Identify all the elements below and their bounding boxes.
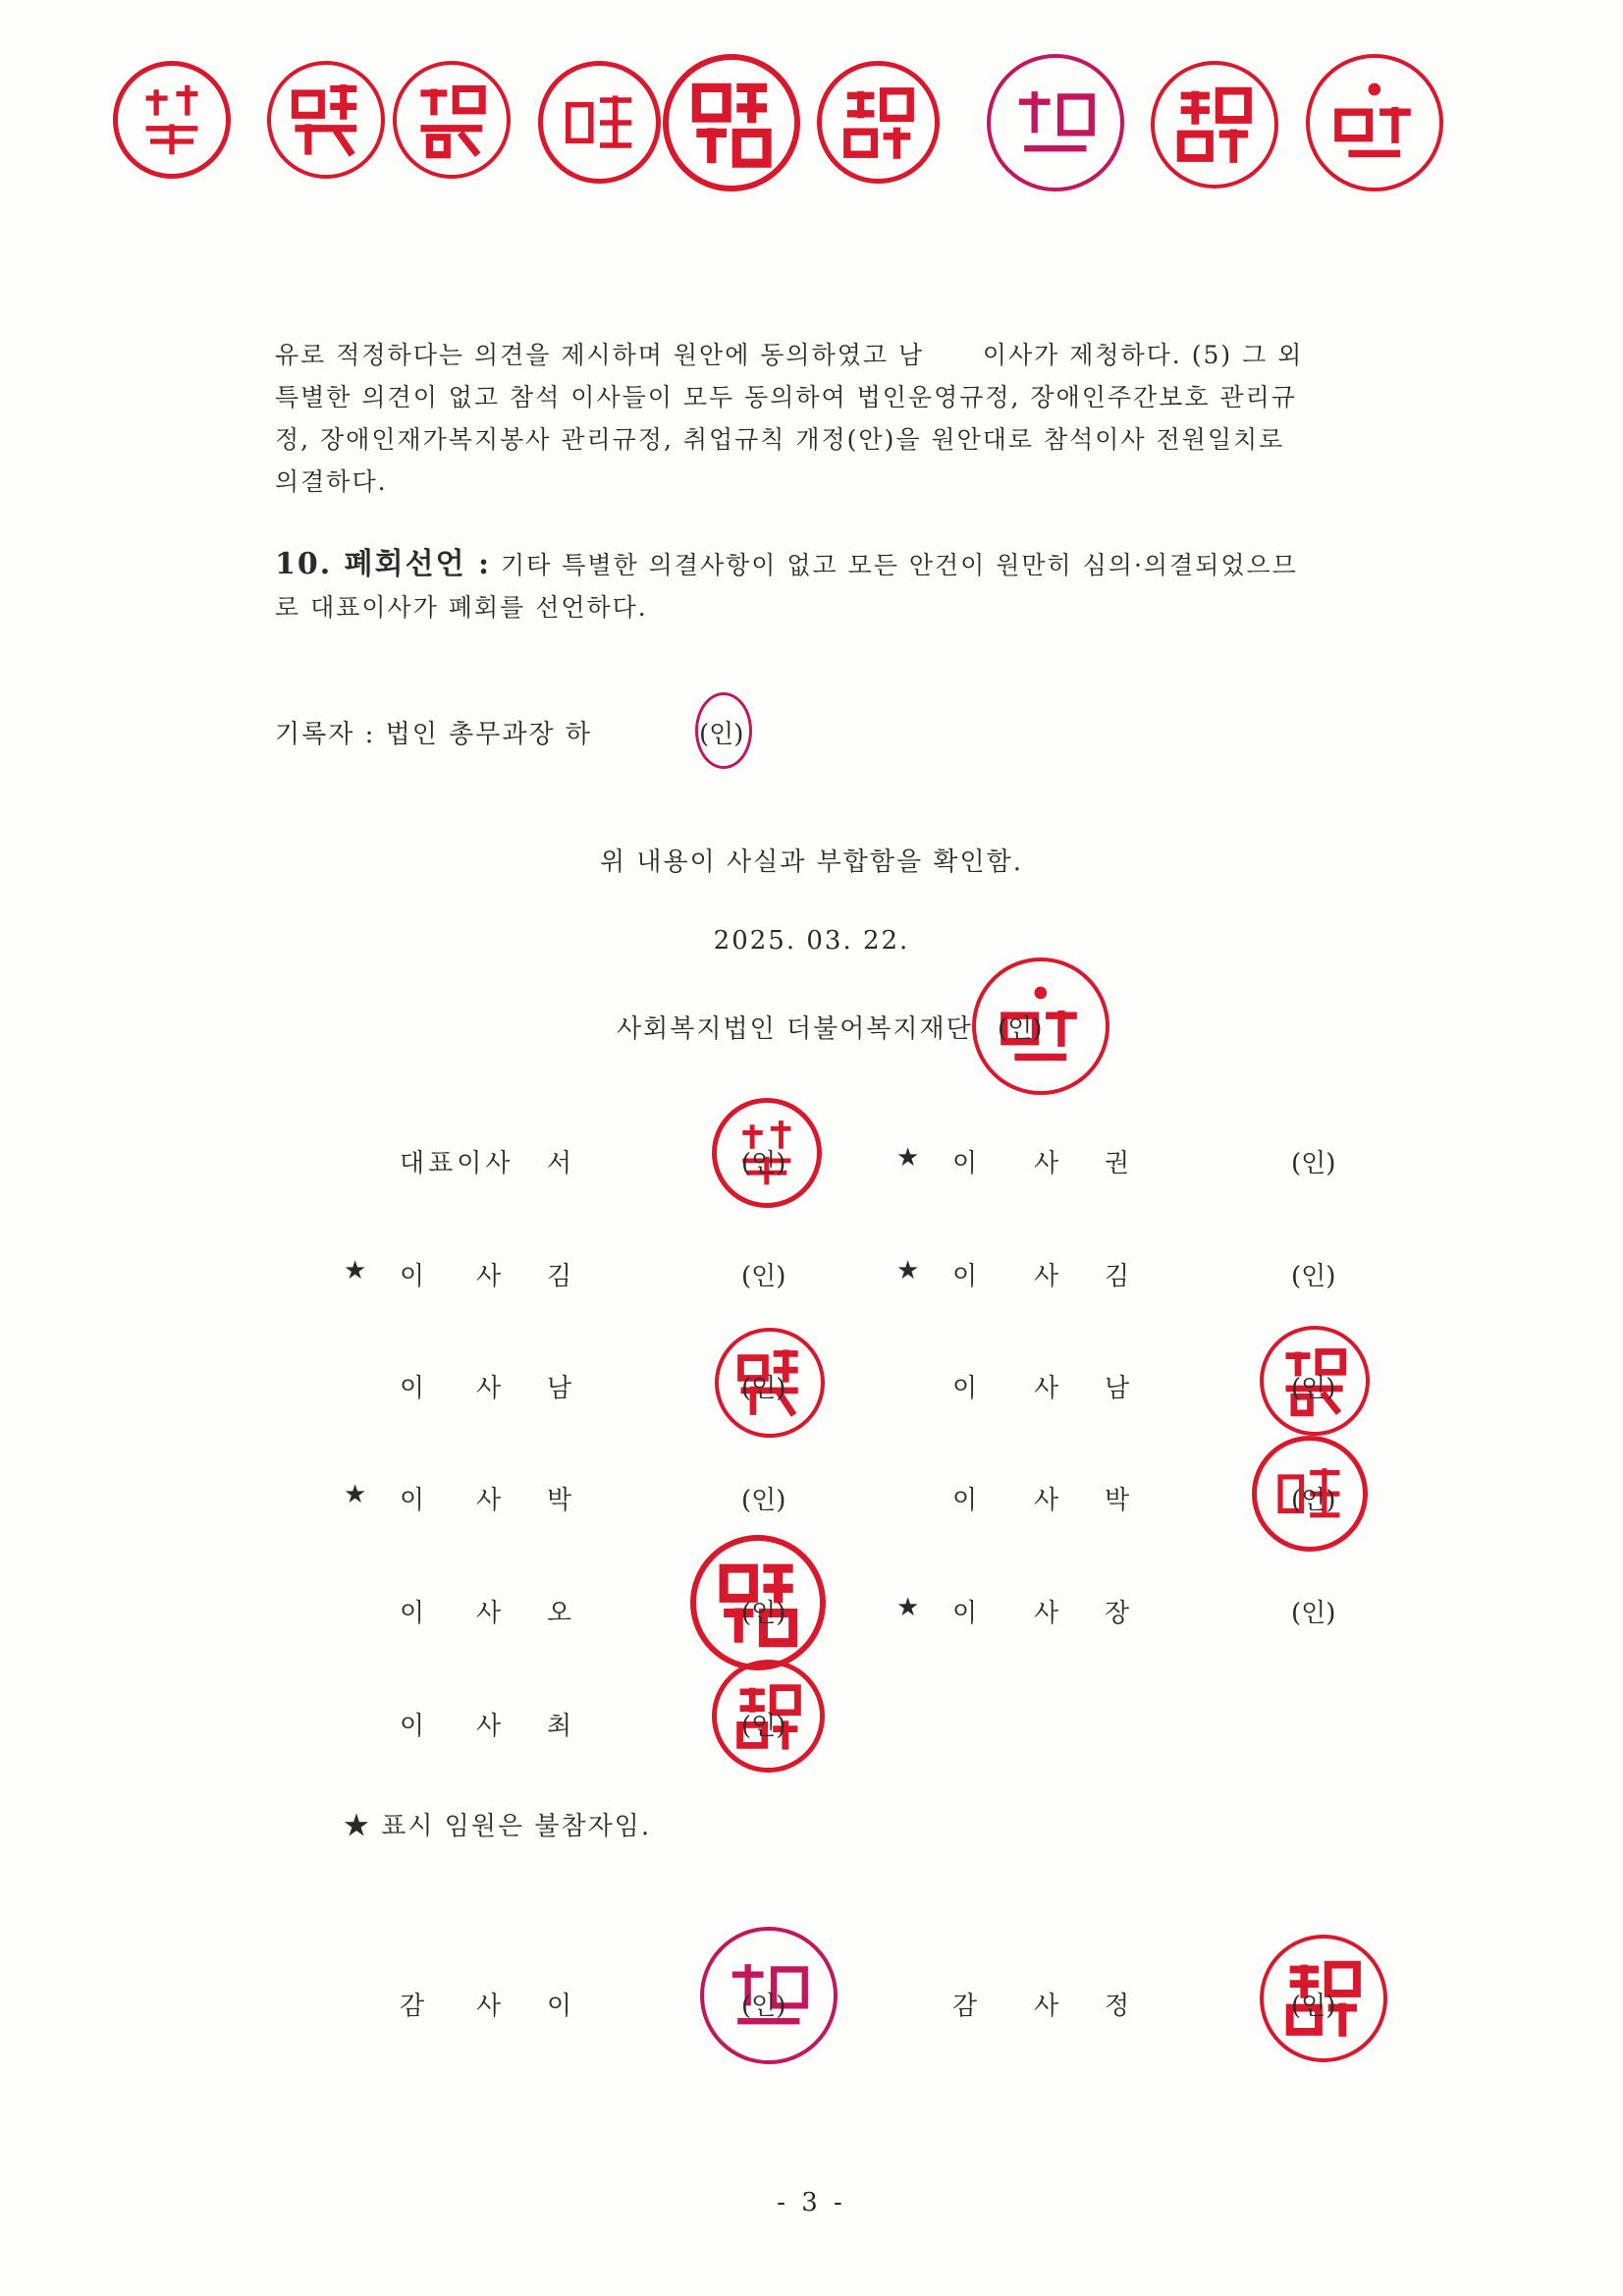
sig-right-1-t1: 이	[952, 1262, 978, 1291]
sig-left-2-name: 남	[547, 1374, 572, 1403]
seal-stamp-8	[1151, 61, 1278, 189]
absent-note: ★ 표시 임원은 불참자임.	[344, 1812, 652, 1841]
sig-left-3-t1: 이	[400, 1486, 425, 1515]
seal-stamp-7	[987, 54, 1124, 191]
sig-right-4-star: ★	[896, 1593, 920, 1622]
sig-left-2-t2: 사	[476, 1374, 502, 1403]
sig-left-1-in: (인)	[741, 1262, 786, 1291]
recorder-in-mark: (인)	[699, 720, 744, 749]
sig-left-4-name: 오	[547, 1599, 572, 1628]
sig-right-3-in: (인)	[1291, 1486, 1336, 1515]
body-line-3: 정, 장애인재가복지봉사 관리규정, 취업규칙 개정(안)을 원안대로 참석이사 전원일치로	[275, 425, 1285, 454]
seal-stamp-6	[817, 61, 940, 184]
sig-left-0-in: (인)	[741, 1149, 786, 1178]
auditor-0-t1: 감	[400, 1992, 425, 2021]
sig-left-2-t1: 이	[400, 1374, 425, 1403]
sig-left-1-name: 김	[547, 1262, 572, 1291]
corporation-name: 사회복지법인 더불어복지재단	[617, 1014, 973, 1044]
sig-right-4-name: 장	[1105, 1599, 1130, 1628]
sig-left-3-in: (인)	[741, 1486, 786, 1515]
sig-right-0-name: 권	[1105, 1149, 1130, 1178]
body-line-1: 유로 적정하다는 의견을 제시하며 원안에 동의하였고 남 이사가 제청하다. (5) 그 외	[275, 341, 1304, 369]
sig-right-1-t2: 사	[1034, 1262, 1059, 1291]
sig-right-2-t1: 이	[952, 1374, 978, 1403]
auditor-0-t2: 사	[476, 1992, 502, 2021]
sig-right-3-name: 박	[1105, 1486, 1130, 1515]
sig-right-0-t1: 이	[952, 1149, 978, 1178]
sig-left-5-in: (인)	[741, 1712, 786, 1741]
closing-line-2: 로 대표이사가 폐회를 선언하다.	[275, 593, 648, 622]
sig-right-0-star: ★	[896, 1143, 920, 1173]
document-date: 2025. 03. 22.	[713, 926, 910, 956]
sig-right-0-t2: 사	[1034, 1149, 1059, 1178]
sig-right-4-t2: 사	[1034, 1599, 1059, 1628]
sig-left-4-in: (인)	[741, 1599, 786, 1628]
seal-stamp-9	[1306, 54, 1443, 191]
sig-left-3-name: 박	[547, 1486, 572, 1515]
sig-left-0-title: 대표이사	[400, 1149, 514, 1178]
sig-left-0-name: 서	[547, 1149, 572, 1178]
sig-left-1-star: ★	[344, 1256, 367, 1285]
page-number: - 3 -	[777, 2188, 846, 2217]
sig-left-3-star: ★	[344, 1480, 367, 1509]
auditor-1-name: 정	[1105, 1992, 1130, 2021]
sig-right-2-t2: 사	[1034, 1374, 1059, 1403]
sig-right-4-in: (인)	[1291, 1599, 1336, 1628]
body-line-2: 특별한 의견이 없고 참석 이사들이 모두 동의하여 법인운영규정, 장애인주간보호 관리규	[275, 383, 1297, 411]
seal-stamp-4	[538, 61, 661, 184]
sig-left-5-t1: 이	[400, 1712, 425, 1741]
sig-left-5-t2: 사	[476, 1712, 502, 1741]
closing-heading: 10. 폐회선언 :	[275, 547, 492, 581]
corporation-in-mark: (인)	[998, 1014, 1043, 1044]
auditor-1-t2: 사	[1034, 1992, 1059, 2021]
sig-left-3-t2: 사	[476, 1486, 502, 1515]
sig-right-1-in: (인)	[1291, 1262, 1336, 1291]
sig-left-1-t1: 이	[400, 1262, 425, 1291]
seal-stamp-2	[267, 61, 385, 179]
sig-right-2-name: 남	[1105, 1374, 1130, 1403]
seal-stamp-3	[393, 61, 511, 179]
sig-left-5-name: 최	[547, 1712, 572, 1741]
sig-right-3-t2: 사	[1034, 1486, 1059, 1515]
body-paragraph	[275, 334, 1389, 503]
sig-right-1-name: 김	[1105, 1262, 1130, 1291]
seal-stamp-5	[663, 54, 800, 191]
sig-left-4-t1: 이	[400, 1599, 425, 1628]
auditor-0-name: 이	[547, 1992, 572, 2021]
sig-right-3-t1: 이	[952, 1486, 978, 1515]
confirm-statement: 위 내용이 사실과 부합함을 확인함.	[600, 847, 1023, 877]
sig-right-2-in: (인)	[1291, 1374, 1336, 1403]
sig-left-2-in: (인)	[741, 1374, 786, 1403]
sig-left-4-t2: 사	[476, 1599, 502, 1628]
seal-stamp-1	[113, 61, 231, 179]
sig-right-4-t1: 이	[952, 1599, 978, 1628]
recorder-label: 기록자 : 법인 총무과장 하	[275, 720, 592, 749]
body-line-4: 의결하다.	[275, 467, 388, 496]
auditor-1-in: (인)	[1291, 1992, 1336, 2021]
closing-line-1	[275, 543, 1389, 586]
closing-line-1-text: 기타 특별한 의결사항이 없고 모든 안건이 원만히 심의·의결되었으므	[491, 551, 1298, 579]
sig-right-0-in: (인)	[1291, 1149, 1336, 1178]
auditor-0-in: (인)	[741, 1992, 786, 2021]
auditor-1-t1: 감	[952, 1992, 978, 2021]
sig-left-1-t2: 사	[476, 1262, 502, 1291]
closing-paragraph	[275, 543, 1389, 629]
sig-right-1-star: ★	[896, 1256, 920, 1285]
